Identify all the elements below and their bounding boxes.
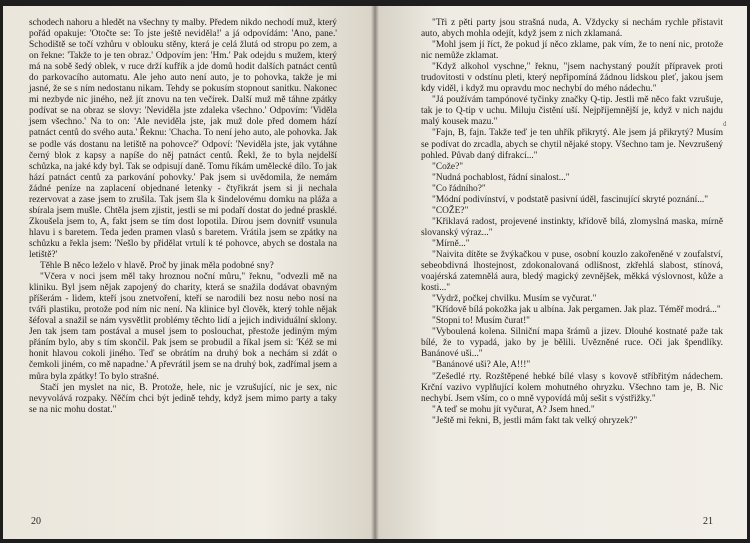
paragraph: "Fajn, B, fajn. Takže teď je ten uhřík přikrytý. Ale jsem já přikrytý? Musím se podívat do zrcadla, abych se chytil nějaké stopy. Všechno tam je. Nevzrušený pohled. Půvab daný difrakcí..." <box>421 128 723 161</box>
paragraph: "Křiklavá radost, projevené instinkty, křídově bílá, zlomyslná maska, mírně slovanský výraz..." <box>421 216 723 238</box>
paragraph: "Naivita dítěte se žvýkačkou v puse, osobní kouzlo zakořeněné v zoufalství, sebeobdivná lhostejnost, zdokonalovaná odlišnost, zkřehlá slabost, stínová, voajérská zatemnělá aura, bledý magický zevnějšek, měkká výslovnost, kůže a kosti..." <box>421 249 723 294</box>
paragraph: "Mohl jsem jí říct, že pokud jí něco zklame, pak vím, že to není nic, protože nic nemůže zklamat. <box>421 40 723 62</box>
paragraph: "Když alkohol vyschne," řeknu, "jsem nachystaný použít přípravek proti trudovitosti v odstínu pleti, který nepřipomíná žádnou lidskou pleť, jakou jsem kdy viděl, i když mu opravdu moc nechybí do mého nádechu." <box>421 62 723 95</box>
book-gutter <box>371 6 379 539</box>
paragraph: "Co řádního?" <box>432 183 486 194</box>
paragraph: "Zešedlé rty. Rozštěpené hebké bílé vlasy s kovově stříbřitým nádechem. Krční vazivo vyplňující kolem mohutného ohryzku. Všechno tam je, B. Nic nechybí. Jsem vším, co o mně vypovídá můj sešit s výstřižky." <box>421 371 723 404</box>
paragraph: "Módní podivínství, v podstatě pasivní úděl, fascinující skryté poznání..." <box>432 194 709 205</box>
paragraph: Těhle B něco leželo v hlavě. Proč by jinak měla podobné sny? <box>40 261 274 272</box>
paragraph: "Vyboulená kolena. Silniční mapa šrámů a jizev. Dlouhé kostnaté paže tak bílé, že to vypadá, jako by je bělili. Uvězněné ruce. Oči jak špendlíky. Banánové uši..." <box>421 327 723 360</box>
paragraph: "Mírně..." <box>432 238 470 249</box>
paragraph: "Já používám tampónové tyčinky značky Q-tip. Jestli mě něco fakt vzrušuje, tak je to Q-tip v uchu. Miluju čistění uší. Nejpříjemnější je, když v nich najdu malý kousek mazu." <box>421 95 723 128</box>
paragraph: "Vydrž, počkej chvilku. Musím se vyčurat." <box>432 294 597 305</box>
book-spread <box>3 6 747 539</box>
right-page <box>375 6 747 539</box>
paragraph: "COŽE?" <box>432 205 469 216</box>
paragraph: "Stopni to! Musím čurat!" <box>432 316 531 327</box>
left-page-text <box>29 18 337 416</box>
paragraph: "Křídově bílá pokožka jak u albína. Jak pergamen. Jak plaz. Téměř modrá..." <box>432 305 721 316</box>
left-page <box>3 6 375 539</box>
paragraph: Stačí jen myslet na nic, B. Protože, hele, nic je vzrušující, nic je sex, nic nevyvolává rozpaky. Něčím chci být jedině tehdy, když jsem mimo party a taky se na nic mohu dostat." <box>29 382 337 415</box>
paragraph: schodech nahoru a hledět na všechny ty malby. Předem nikdo nechodí muž, který pořád opakuje: 'Otočte se: To jste ještě neviděla!' a já odpovídám: 'Ano, pane.' Schodiště se točí vzhůru v oblouku stěny, která je celá žlutá od stropu po zem, a on řekne: 'Takže to je ten obraz.' Odpovím jen: 'Hm.' Pak odejdu s mužem, který má na sobě šedý oblek, v ruce drží kufřík a jde domů hodit dalších patnáct centů do parkovacího automatu. Ale jeho auto není auto, je to pohovka, takže je mi jasné, že se s ním nedostanu nikam. Tehdy se pokusím stopnout sanitku. Nakonec mi nezbyde nic jiného, než jít znovu na ten večírek. Další muž mě táhne zpátky podívat se na obraz se slovy: 'Neviděla jste zdaleka všechno.' Odpovím: 'Viděla jsem všechno.' Na to on: 'Ale neviděla jste, jak muž dole před domem hází patnáct centů do svého auta.' Řeknu: 'Chacha. To není jeho auto, ale pohovka. Jak se podle vás dostanu na letiště na pohovce?' Odpoví: 'Neviděla jste, jak vytáhne černý blok z kapsy a napíše do něj patnáct centů. Řekl, že to byla nejdelší schůzka, na jaké kdy byl. Tak se odpisují daně. Tomu říkám umělecké dílo. To jak hází patnáct centů za parkování pohovky.' Pak jsem si uvědomila, že nemám žádné peníze na zaplacení objednané letenky - čtyřikrát jsem si ji nechala rezervovat a zase jsem to zrušila. Tak jsem šla k šindelovému domku na pláža a sbírala jsem mušle. Chtěla jsem zjistit, jestli se mi podaří dostat do jedné prasklé. Zkoušela jsem to, A, fakt jsem se tím dost lopotila. Dírou jsem dovnitř vsunula hlavu i s baretem. Teda jeden pramen vlasů s baretem. Vrátila jsem se zpátky na schůzku a řekla jsem: 'Nešlo by přidělat vrtulí k té pohovce, abych se dostala na letiště?' <box>29 18 337 260</box>
page-number: 21 <box>703 516 713 527</box>
page-number: 20 <box>31 516 41 527</box>
paragraph: "Cože?" <box>432 161 464 172</box>
paragraph: "A teď se mohu jít vyčurat, A? Jsem hned." <box>432 404 595 415</box>
paragraph: "Tři z pěti party jsou strašná nuda, A. Vždycky si nechám rychle přistavit auto, abych mohla odejít, když jsem z nich zklamaná. <box>421 18 723 40</box>
paragraph: "Banánové uši? Ale, A!!!" <box>432 360 531 371</box>
right-page-text <box>421 18 723 427</box>
margin-mark: d <box>723 120 727 128</box>
paragraph: "Včera v noci jsem měl taky hroznou noční můru," řeknu, "odvezli mě na kliniku. Byl jsem nějak zapojený do charity, která se snažila dodávat obavným příšerám - lidem, kteří jsou znetvoření, kteří se narodili bez nosu nebo nosí na tváři plastiku, protože pod ním nic není. Na klinice byl člověk, který tohle nějak šéfoval a snažil se nám vysvětlit problémy těchto lidí a jejich individuální sklony. Jen tak jsem tam postával a musel jsem to poslouchat, přestože jediným mým přáním bylo, aby s tím skončil. Pak jsem se probudil a říkal jsem si: 'Kéž se mi honit hlavou cokoli jiného. Teď se obrátím na druhý bok a nechám si zdát o čemkoli jiném, co mě napadne.' A převrátil jsem se na druhý bok, zadřímal jsem a můra byla zpátky! To bylo strašné. <box>29 272 337 382</box>
paragraph: "Nudná pochablost, řádní sinalost..." <box>432 172 570 183</box>
paragraph: "Ještě mi řekni, B, jestli mám fakt tak velký ohryzek?" <box>432 415 638 426</box>
